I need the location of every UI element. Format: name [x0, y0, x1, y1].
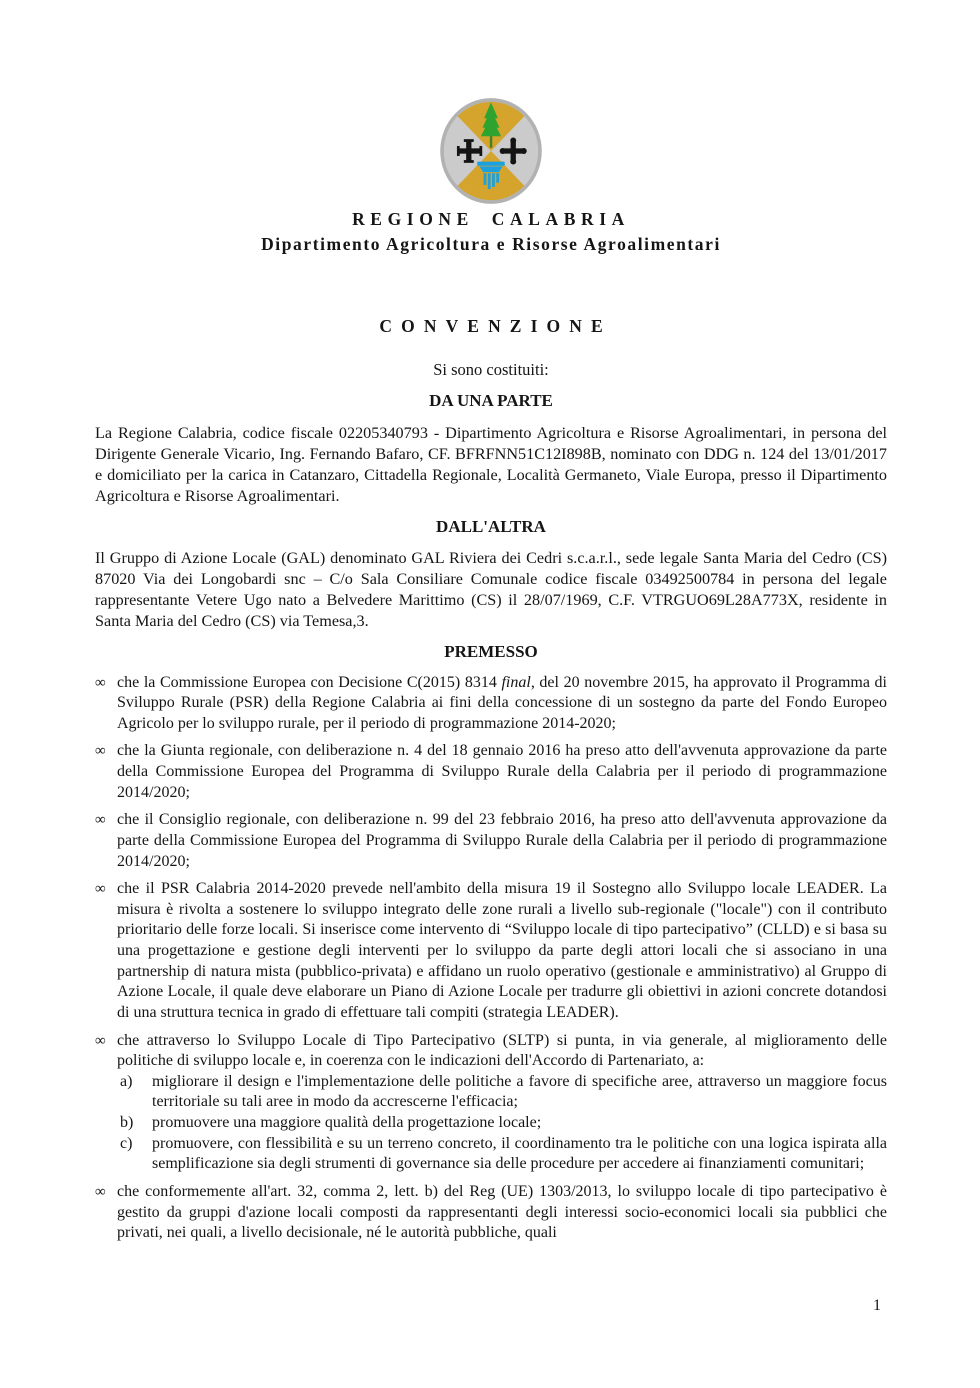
section-heading-da-una-parte: DA UNA PARTE [429, 391, 553, 411]
constituted-line: Si sono costituiti: [433, 359, 549, 379]
bullet-1-text-after: , del 20 novembre 2015, ha approvato il Programma di Sviluppo Rurale (PSR) della Regione Calabria ai fini della concessione di un sostegno da parte del Fondo Europeo Agricolo per lo sviluppo rurale, per il periodo di programmazione 2014-2020; [117, 673, 888, 732]
subitem-b-marker: b) [120, 1114, 134, 1131]
infinity-bullet-icon: ∞ [95, 1032, 106, 1049]
section-heading-premesso: PREMESSO [444, 642, 538, 662]
bullet-item-2 [95, 741, 887, 803]
paragraph-part-two: Il Gruppo di Azione Locale (GAL) denominato GAL Riviera dei Cedri s.c.a.r.l., sede legale Santa Maria del Cedro (CS) 87020 Via dei Longobardi snc – C/o Sala Consiliare Comunale codice fiscale 03492500784 in persona del legale rappresentante Vetere Ugo nato a Belvedere Marittimo (CS) il 28/07/1969, C.F. VTRGUO69L28A773X, residente in Santa Maria del Cedro (CS) via Temesa,3. [95, 549, 887, 631]
infinity-bullet-icon: ∞ [95, 881, 106, 898]
subitem-b-text: promuovere una maggiore qualità della progettazione locale; [152, 1114, 542, 1131]
subitem-c [117, 1134, 887, 1175]
section-heading-dallaltra: DALL'ALTRA [436, 516, 546, 536]
document-title: CONVENZIONE [379, 315, 612, 336]
infinity-bullet-icon: ∞ [95, 674, 106, 691]
subitem-c-marker: c) [120, 1134, 133, 1152]
subitem-a-marker: a) [120, 1072, 133, 1090]
bullet-1-italic-word: final [501, 673, 531, 691]
bullet-item-4 [95, 879, 887, 1023]
org-department: Dipartimento Agricoltura e Risorse Agroalimentari [261, 233, 721, 254]
infinity-bullet-icon: ∞ [95, 743, 106, 760]
bullet-item-5 [95, 1031, 887, 1175]
bullet-6-text: che conformemente all'art. 32, comma 2, lett. b) del Reg (UE) 1303/2013, lo sviluppo locale di tipo partecipativo è gestito da gruppi d'azione locali composti da rappresentanti degli interessi socio-economici locali sia pubblici che privati, nei quali, a livello decisionale, né le autorità pubbliche, quali [117, 1182, 887, 1242]
infinity-bullet-icon: ∞ [95, 812, 106, 829]
bullet-item-1 [95, 673, 887, 735]
subitem-a [117, 1072, 887, 1113]
bullet-1-text-before: che la Commissione Europea con Decisione C(2015) 8314 [117, 673, 502, 691]
paragraph-part-one: La Regione Calabria, codice fiscale 02205340793 - Dipartimento Agricoltura e Risorse Agroalimentari, in persona del Dirigente Generale Vicario, Ing. Fernando Bafaro, CF. BFRFNN51C12I898B, nominato con DDG n. 124 del 13/01/2017 e domiciliato per la carica in Catanzaro, Cittadella Regionale, Località Germaneto, Viale Europa, presso il Dipartimento Agricoltura e Risorse Agroalimentari. [95, 423, 887, 505]
bullet-5-text: che attraverso lo Sviluppo Locale di Tipo Partecipativo (SLTP) si punta, in via generale, al miglioramento delle politiche di sviluppo locale e, in coerenza con le indicazioni dell'Accordo di Partenariato, a: [117, 1031, 887, 1070]
page-number: 1 [873, 1297, 881, 1314]
header-logo-wrap [95, 0, 887, 206]
bullet-4-text: che il PSR Calabria 2014-2020 prevede nell'ambito della misura 19 il Sostegno allo Sviluppo locale LEADER. La misura è rivolta a sostenere lo sviluppo integrato delle zone rurali a livello sub-regionale ("locale") con il contributo prioritario delle forze locali. Si inserisce come intervento di “Sviluppo locale di tipo partecipativo” (CLLD) e si basa su una progettazione e gestione degli interventi per lo sviluppo da parte degli attori locali che si associano in una partnership di natura mista (pubblico-privata) e affidano un ruolo operativo (gestionale e amministrativo) al Gruppo di Azione Locale, il quale deve elaborare un Piano di Azione Locale per tradurre gli obiettivi in azioni concrete dotandosi di una struttura tecnica in grado di effettuare tali compiti (strategia LEADER). [117, 880, 887, 1021]
org-name: REGIONE CALABRIA [352, 209, 630, 229]
subitem-a-text: migliorare il design e l'implementazione delle politiche a favore di specifiche aree, attraverso un maggiore focus territoriale su tali aree in modo da accrescerne l'efficacia; [152, 1072, 887, 1111]
bullet-item-3 [95, 810, 887, 872]
subitem-c-text: promuovere, con flessibilità e su un terreno concreto, il coordinamento tra le politiche con una logica ispirata alla semplificazione sia degli strumenti di governance sia delle procedure per accedere ai finanziamenti comunitari; [152, 1134, 887, 1173]
premesso-list [95, 673, 887, 1244]
infinity-bullet-icon: ∞ [95, 1183, 106, 1200]
subitem-b [117, 1113, 887, 1134]
bullet-2-text: che la Giunta regionale, con deliberazione n. 4 del 18 gennaio 2016 ha preso atto dell'avvenuta approvazione da parte della Commissione Europea del Programma di Sviluppo Rurale della Calabria per il periodo di programmazione 2014/2020; [117, 742, 887, 801]
regione-calabria-coat-of-arms-icon [438, 96, 544, 206]
bullet-item-6 [95, 1182, 887, 1244]
bullet-3-text: che il Consiglio regionale, con deliberazione n. 99 del 23 febbraio 2016, ha preso atto dell'avvenuta approvazione da parte della Commissione Europea del Programma di Sviluppo Rurale della Calabria per il periodo di programmazione 2014/2020; [117, 811, 887, 870]
